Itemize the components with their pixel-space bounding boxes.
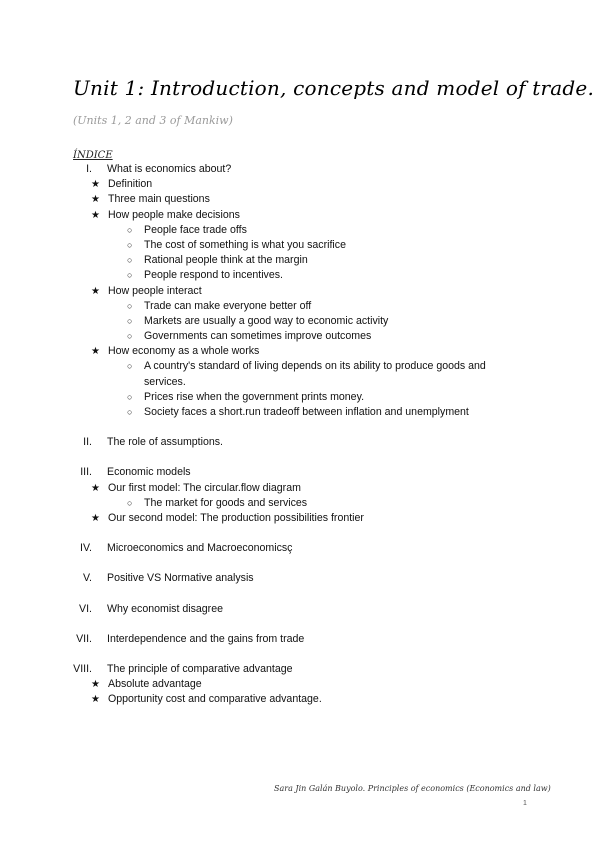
list-item-text: Our first model: The circular.flow diagram [108, 481, 301, 494]
footer-author-course: Sara Jin Galán Buyolo. Principles of economics (Economics and law) [274, 784, 551, 793]
circle-bullet-icon: ○ [127, 315, 133, 326]
sub-list-item-text: The market for goods and services [144, 496, 308, 509]
star-bullet-icon: ★ [91, 346, 100, 358]
subtitle: (Units 1, 2 and 3 of Mankiw) [73, 114, 233, 127]
star-bullet-icon: ★ [91, 482, 100, 494]
sub-list-item [0, 253, 600, 268]
page-number: 1 [523, 800, 527, 807]
toc-section-row [0, 662, 600, 677]
sub-list-item-text: Governments can sometimes improve outcomes [144, 330, 372, 343]
list-item-text: Absolute advantage [108, 678, 202, 691]
sub-list-item [0, 390, 600, 405]
list-item-text: How people interact [108, 284, 202, 297]
sub-list-item-text: Prices rise when the government prints money. [144, 390, 365, 403]
sub-list-item-text: The cost of something is what you sacrifice [144, 238, 346, 251]
list-item-text: How economy as a whole works [108, 345, 260, 358]
section-title: Interdependence and the gains from trade [107, 632, 305, 645]
list-item [0, 692, 600, 707]
circle-bullet-icon: ○ [127, 361, 133, 372]
circle-bullet-icon: ○ [127, 391, 133, 402]
list-item-text: Three main questions [108, 193, 210, 206]
toc-heading: ÍNDICE [73, 150, 113, 161]
section-title: Why economist disagree [107, 602, 223, 615]
list-item [0, 284, 600, 299]
section-number: VII. [76, 632, 92, 645]
star-bullet-icon: ★ [91, 694, 100, 706]
toc-section-row [0, 465, 600, 480]
toc-section-row [0, 541, 600, 556]
section-number: V. [82, 572, 92, 585]
sub-list-item-text: People respond to incentives. [144, 269, 283, 282]
star-bullet-icon: ★ [91, 194, 100, 206]
toc-section [0, 465, 600, 526]
section-title: Positive VS Normative analysis [107, 572, 254, 585]
page-title: Unit 1: Introduction, concepts and model of trade. [73, 76, 595, 100]
sub-list-item [0, 238, 600, 253]
toc-section [0, 632, 600, 647]
section-number: VIII. [73, 662, 92, 675]
circle-bullet-icon: ○ [127, 255, 133, 266]
section-number: VI. [79, 602, 92, 615]
circle-bullet-icon: ○ [127, 270, 133, 281]
toc-section-row [0, 435, 600, 450]
sub-list-item [0, 299, 600, 314]
star-bullet-icon: ★ [91, 179, 100, 191]
section-number: IV. [80, 542, 92, 555]
list-item [0, 344, 600, 359]
star-bullet-icon: ★ [91, 512, 100, 524]
list-item [0, 481, 600, 496]
section-number: II. [83, 436, 92, 449]
toc-section-row [0, 632, 600, 647]
section-number: I. [86, 163, 92, 175]
circle-bullet-icon: ○ [127, 300, 133, 311]
sub-list-item [0, 405, 600, 420]
section-title: The role of assumptions. [107, 436, 223, 449]
list-item [0, 677, 600, 692]
list-item-text: Definition [108, 178, 153, 191]
circle-bullet-icon: ○ [127, 224, 133, 235]
sub-list-item-text: A country's standard of living depends on its ability to produce goods and services. [144, 360, 486, 388]
star-bullet-icon: ★ [91, 209, 100, 221]
list-item [0, 208, 600, 223]
sub-list-item-text: Markets are usually a good way to economic activity [144, 314, 389, 327]
toc-section [0, 435, 600, 450]
list-item-text: Opportunity cost and comparative advantage. [108, 693, 322, 706]
circle-bullet-icon: ○ [127, 239, 133, 250]
table-of-contents [0, 162, 600, 707]
section-title: The principle of comparative advantage [107, 662, 293, 675]
toc-section [0, 162, 600, 420]
section-title: Economic models [107, 466, 191, 479]
toc-section [0, 571, 600, 586]
circle-bullet-icon: ○ [127, 331, 133, 342]
section-title: What is economics about? [107, 163, 232, 175]
section-title: Microeconomics and Macroeconomicsç [107, 542, 293, 555]
star-bullet-icon: ★ [91, 285, 100, 297]
section-number: III. [80, 466, 92, 479]
list-item [0, 192, 600, 207]
list-item-text: Our second model: The production possibilities frontier [108, 511, 364, 524]
list-item-text: How people make decisions [108, 208, 240, 221]
list-item [0, 511, 600, 526]
sub-list-item [0, 223, 600, 238]
star-bullet-icon: ★ [91, 679, 100, 691]
sub-list-item [0, 314, 600, 329]
sub-list-item [0, 268, 600, 283]
sub-list-item-text: Trade can make everyone better off [144, 299, 312, 312]
toc-section-row [0, 571, 600, 586]
sub-list-item [0, 359, 600, 389]
toc-section-row [0, 162, 600, 177]
sub-list-item-text: People face trade offs [144, 223, 247, 236]
toc-section-row [0, 602, 600, 617]
toc-section [0, 602, 600, 617]
circle-bullet-icon: ○ [127, 407, 133, 418]
sub-list-item [0, 329, 600, 344]
sub-list-item-text: Rational people think at the margin [144, 254, 308, 267]
circle-bullet-icon: ○ [127, 497, 133, 508]
toc-section [0, 662, 600, 708]
toc-section [0, 541, 600, 556]
sub-list-item-text: Society faces a short.run tradeoff between inflation and unemplyment [144, 406, 469, 419]
sub-list-item [0, 496, 600, 511]
list-item [0, 177, 600, 192]
